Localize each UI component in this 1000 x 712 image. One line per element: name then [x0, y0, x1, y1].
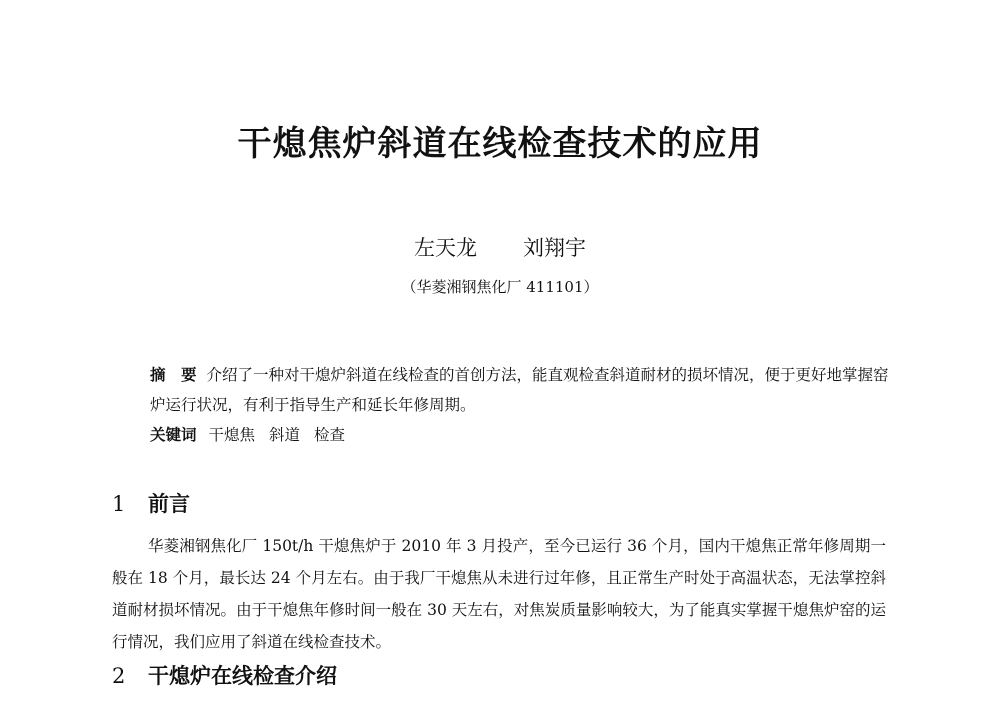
keywords-label: 关键词	[150, 426, 197, 444]
keyword-item: 检查	[314, 426, 346, 444]
author-line	[0, 232, 1000, 262]
keyword-item: 斜道	[269, 426, 301, 444]
keywords	[150, 420, 359, 450]
author-1: 左天龙	[414, 236, 477, 260]
paper-title: 干熄焦炉斜道在线检查技术的应用	[237, 124, 763, 164]
affiliation: （华菱湘钢焦化厂 411101）	[401, 278, 599, 296]
section-number: 1	[112, 492, 126, 516]
section-number: 2	[112, 664, 126, 688]
keyword-item: 干熄焦	[208, 426, 256, 444]
abstract-label: 摘 要	[150, 366, 197, 384]
section-heading-1	[112, 488, 190, 518]
abstract	[150, 360, 890, 420]
section-1-paragraph: 华菱湘钢焦化厂 150t/h 干熄焦炉于 2010 年 3 月投产，至今已运行 36 个月，国内干熄焦正常年修周期一般在 18 个月，最长达 24 个月左右。由于我厂干熄焦从未进行过年修，且正常生产时处于高温状态，无法掌控斜道耐材损坏情况。由于干熄焦年修时间一般在 30 天左右，对焦炭质量影响较大，为了能真实掌握干熄焦炉窑的运行情况，我们应用了斜道在线检查技术。	[112, 537, 886, 651]
section-title: 前言	[148, 492, 190, 516]
section-heading-2	[112, 660, 337, 690]
abstract-text: 介绍了一种对干熄炉斜道在线检查的首创方法，能直观检查斜道耐材的损坏情况，便于更好地掌握窑炉运行状况，有利于指导生产和延长年修周期。	[150, 366, 889, 414]
author-2: 刘翔宇	[523, 236, 586, 260]
section-title: 干熄炉在线检查介绍	[148, 664, 337, 688]
